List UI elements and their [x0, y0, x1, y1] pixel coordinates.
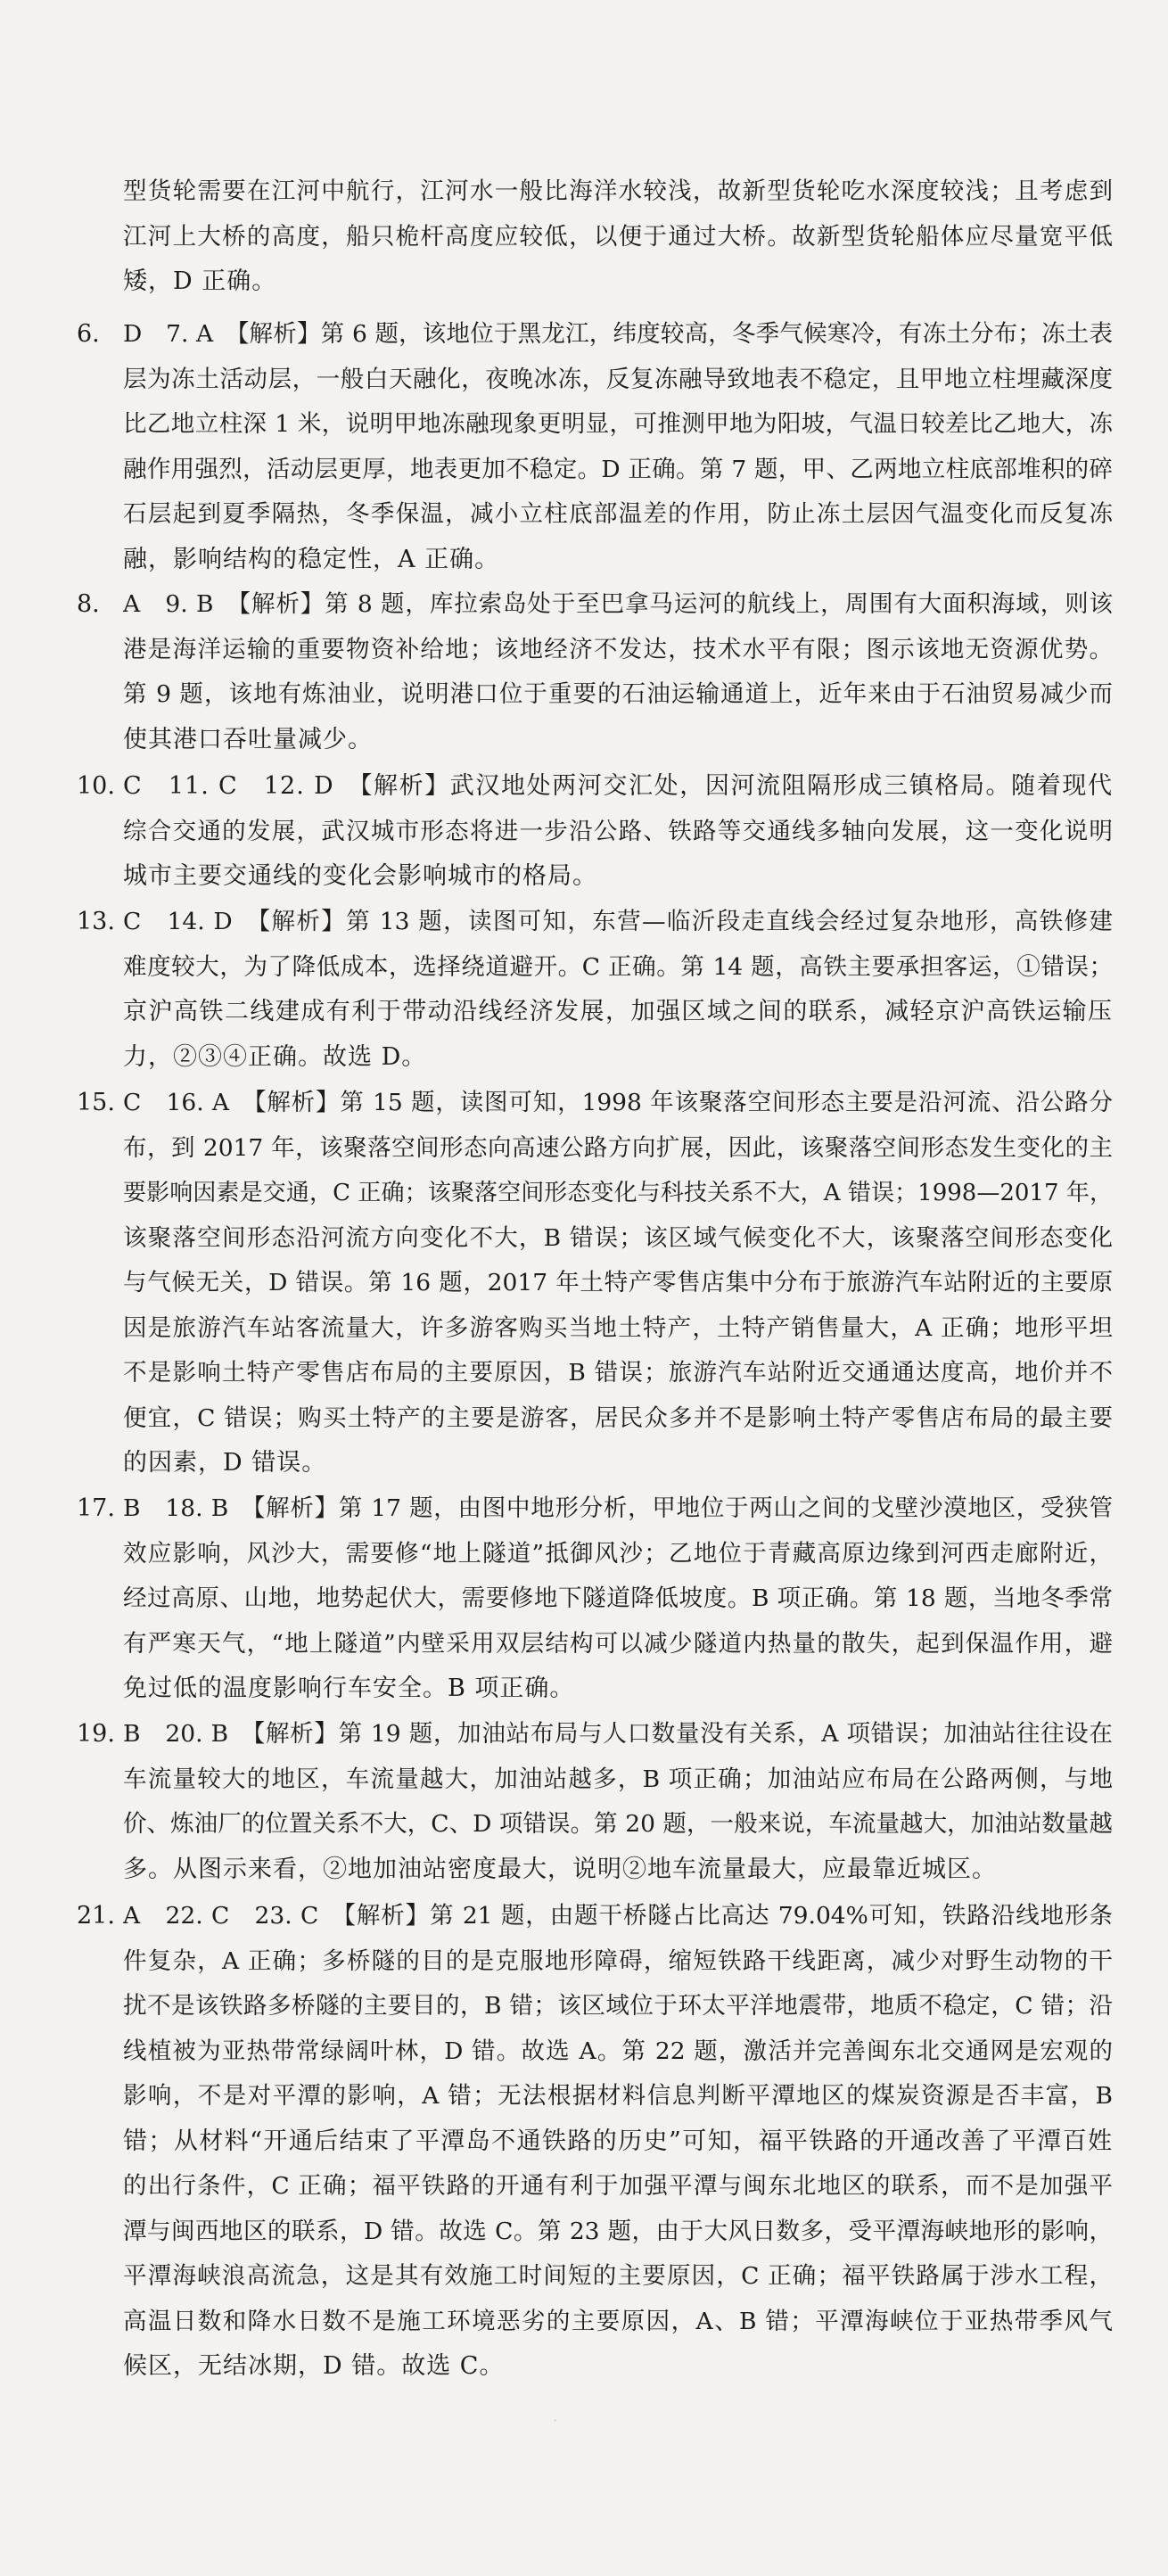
text-line: 综合交通的发展，武汉城市形态将进一步沿公路、铁路等交通线多轴向发展，这一变化说明 [123, 817, 1113, 845]
text-line: 平潭海峡浪高流急，这是其有效施工时间短的主要原因，C 正确；福平铁路属于涉水工程， [123, 2262, 1113, 2290]
text-line: 难度较大，为了降低成本，选择绕道避开。C 正确。第 14 题，高铁主要承担客运，①错误； [123, 952, 1113, 981]
answer-entry-15-16 [123, 1081, 1113, 1486]
text-line: 多。从图示来看，②地加油站密度最大，说明②地车流量最大，应最靠近城区。 [123, 1855, 997, 1883]
answer-entry-19-20 [123, 1712, 1113, 1892]
text-line: D 7. A 【解析】第 6 题，该地位于黑龙江，纬度较高，冬季气候寒冷，有冻土分布；冻土表 [123, 320, 1113, 348]
text-line: 候区，无结冰期，D 错。故选 C。 [123, 2352, 505, 2380]
text-line: 京沪高铁二线建成有利于带动沿线经济发展，加强区域之间的联系，减轻京沪高铁运输压 [123, 998, 1113, 1025]
text-line: 扰不是该铁路多桥隧的主要目的，B 错；该区域位于环太平洋地震带，地质不稳定，C 错；沿 [123, 1992, 1113, 2020]
text-line: 层为冻土活动层，一般白天融化，夜晚冰冻，反复冻融导致地表不稳定，且甲地立柱埋藏深度 [123, 365, 1113, 393]
text-line: 第 9 题，该地有炼油业，说明港口位于重要的石油运输通道上，近年来由于石油贸易减少而 [123, 680, 1113, 708]
answer-entry-8-9 [123, 582, 1113, 762]
text-line: 融，影响结构的稳定性，A 正确。 [123, 545, 500, 573]
answer-entry-13-14 [123, 900, 1113, 1080]
text-line: 效应影响，风沙大，需要修“地上隧道”抵御风沙；乙地位于青藏高原边缘到河西走廊附近， [123, 1539, 1113, 1568]
text-line: 要影响因素是交通，C 正确；该聚落空间形态变化与科技关系不大，A 错误；1998—2017 年， [123, 1180, 1113, 1206]
question-number: 8. [77, 590, 100, 618]
text-line: 价、炼油厂的位置关系不大，C、D 项错误。第 20 题，一般来说，车流量越大，加油站数量越 [123, 1810, 1113, 1838]
text-line: 便宜，C 错误；购买土特产的主要是游客，居民众多并不是影响土特产零售店布局的最主要 [123, 1403, 1113, 1432]
question-number: 15. [77, 1089, 115, 1116]
text-line: 因是旅游汽车站客流量大，许多游客购买当地土特产，土特产销售量大，A 正确；地形平坦 [123, 1313, 1113, 1342]
text-line: A 9. B 【解析】第 8 题，库拉索岛处于至巴拿马运河的航线上，周围有大面积海域，则该 [123, 590, 1113, 618]
question-number: 21. [77, 1902, 115, 1930]
text-line: 线植被为亚热带常绿阔叶林，D 错。故选 A。第 22 题，激活并完善闽东北交通网是宏观的 [123, 2037, 1113, 2065]
text-line: 比乙地立柱深 1 米，说明甲地冻融现象更明显，可推测甲地为阳坡，气温日较差比乙地大，冻 [123, 410, 1113, 438]
text-line: 港是海洋运输的重要物资补给地；该地经济不发达，技术水平有限；图示该地无资源优势。 [123, 635, 1113, 663]
text-line: B 20. B 【解析】第 19 题，加油站布局与人口数量没有关系，A 项错误；加油站往往设在 [123, 1720, 1113, 1748]
text-line: 的出行条件，C 正确；福平铁路的开通有利于加强平潭与闽东北地区的联系，而不是加强平 [123, 2172, 1113, 2200]
text-line: 有严寒天气，“地上隧道”内壁采用双层结构可以减少隧道内热量的散失，起到保温作用，避 [123, 1629, 1113, 1658]
text-line: 矮，D 正确。 [123, 267, 277, 295]
text-line: 免过低的温度影响行车安全。B 项正确。 [123, 1675, 575, 1702]
text-line: 与气候无关，D 错误。第 16 题，2017 年土特产零售店集中分布于旅游汽车站附近的主要原 [123, 1269, 1113, 1296]
question-number: 17. [77, 1494, 115, 1522]
text-line: 潭与闽西地区的联系，D 错。故选 C。第 23 题，由于大风日数多，受平潭海峡地形的影响， [123, 2217, 1113, 2245]
text-line: C 14. D 【解析】第 13 题，读图可知，东营—临沂段走直线会经过复杂地形，高铁修建 [123, 908, 1113, 935]
text-line: C 16. A 【解析】第 15 题，读图可知，1998 年该聚落空间形态主要是沿河流、沿公路分 [123, 1089, 1113, 1116]
text-line: 影响，不是对平潭的影响，A 错；无法根据材料信息判断平潭地区的煤炭资源是否丰富，B [123, 2082, 1113, 2110]
answer-entry-continuation [123, 169, 1113, 305]
text-line: 江河上大桥的高度，船只桅杆高度应较低，以便于通过大桥。故新型货轮船体应尽量宽平低 [123, 222, 1113, 251]
answer-entry-6-7 [123, 312, 1113, 582]
text-line: 错；从材料“开通后结束了平潭岛不通铁路的历史”可知，福平铁路的开通改善了平潭百姓 [123, 2127, 1113, 2155]
text-line: 型货轮需要在江河中航行，江河水一般比海洋水较浅，故新型货轮吃水深度较浅；且考虑到 [123, 177, 1113, 205]
text-line: 力，②③④正确。故选 D。 [123, 1042, 427, 1071]
question-number: 19. [77, 1720, 115, 1748]
answer-entry-10-12 [123, 764, 1113, 900]
text-line: 高温日数和降水日数不是施工环境恶劣的主要原因，A、B 错；平潭海峡位于亚热带季风气 [123, 2307, 1113, 2335]
text-line: 的因素，D 错误。 [123, 1449, 327, 1477]
text-line: 经过高原、山地，地势起伏大，需要修地下隧道降低坡度。B 项正确。第 18 题，当地冬季常 [123, 1584, 1113, 1612]
answer-entry-21-23 [123, 1894, 1113, 2390]
question-number: 13. [77, 908, 115, 935]
text-line: A 22. C 23. C 【解析】第 21 题，由题干桥隧占比高达 79.04%可知，铁路沿线地形条 [123, 1902, 1113, 1930]
text-line: 城市主要交通线的变化会影响城市的格局。 [123, 862, 597, 890]
text-line: 车流量较大的地区，车流量越大，加油站越多，B 项正确；加油站应布局在公路两侧，与地 [123, 1765, 1113, 1793]
question-number: 6. [77, 320, 100, 348]
text-line: 件复杂，A 正确；多桥隧的目的是克服地形障碍，缩短铁路干线距离，减少对野生动物的干 [123, 1946, 1113, 1975]
text-line: 石层起到夏季隔热，冬季保温，减小立柱底部温差的作用，防止冻土层因气温变化而反复冻 [123, 500, 1113, 528]
scan-speck: · [553, 2412, 558, 2429]
answer-entry-17-18 [123, 1486, 1113, 1712]
question-number: 10. [77, 772, 115, 800]
text-line: C 11. C 12. D 【解析】武汉地处两河交汇处，因河流阻隔形成三镇格局。随着现代 [123, 772, 1113, 800]
text-line: 融作用强烈，活动层更厚，地表更加不稳定。D 正确。第 7 题，甲、乙两地立柱底部堆积的碎 [123, 455, 1113, 483]
text-line: 使其港口吞吐量减少。 [123, 725, 373, 753]
text-line: 布，到 2017 年，该聚落空间形态向高速公路方向扩展，因此，该聚落空间形态发生变化的主 [123, 1133, 1113, 1162]
text-line: 不是影响土特产零售店布局的主要原因，B 错误；旅游汽车站附近交通通达度高，地价并不 [123, 1359, 1113, 1387]
text-line: 该聚落空间形态沿河流方向变化不大，B 错误；该区域气候变化不大，该聚落空间形态变化 [123, 1223, 1113, 1252]
text-line: B 18. B 【解析】第 17 题，由图中地形分析，甲地位于两山之间的戈壁沙漠地区，受狭管 [123, 1494, 1113, 1522]
